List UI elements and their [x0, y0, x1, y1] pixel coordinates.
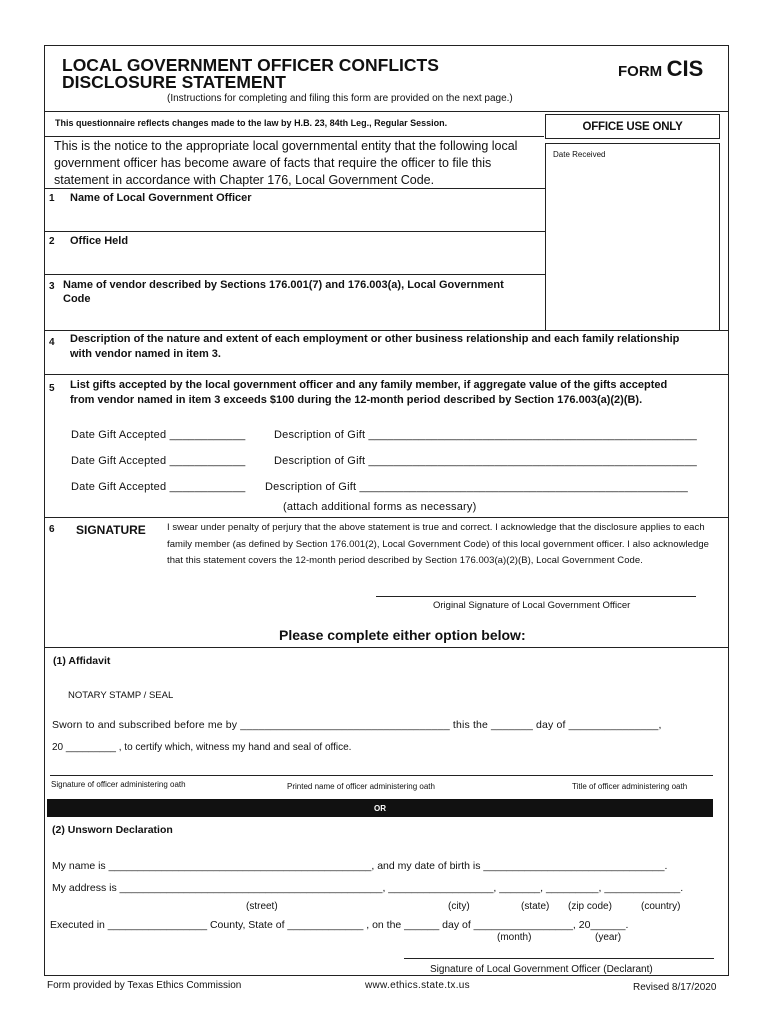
attach-note: (attach additional forms as necessary): [283, 501, 477, 513]
officer-name-field[interactable]: [60, 207, 540, 231]
office-use-box: [545, 143, 720, 331]
notary-stamp-label: NOTARY STAMP / SEAL: [68, 690, 174, 701]
form-code-value: CIS: [666, 56, 704, 81]
sworn-line[interactable]: Sworn to and subscribed before me by ___________________________________ this the _______ day of _______________,: [52, 719, 662, 731]
gift-1-description[interactable]: Description of Gift ____________________________________________________: [274, 429, 697, 441]
option-heading: Please complete either option below:: [279, 627, 526, 643]
relationship-description-field[interactable]: [60, 362, 720, 372]
original-signature-label: Original Signature of Local Government Officer: [433, 600, 631, 611]
unsworn-heading: (2) Unsworn Declaration: [52, 824, 173, 836]
name-dob-line[interactable]: My name is _____________________________________________, and my date of birth is _______________________________.: [52, 860, 668, 872]
s3-top-line: [44, 274, 545, 275]
gift-3-description[interactable]: Description of Gift ____________________________________________________: [265, 481, 688, 493]
street-label: (street): [246, 901, 278, 912]
section-4-number: 4: [49, 337, 55, 348]
executed-line[interactable]: Executed in _________________ County, State of _____________ , on the ______ day of _________________, 20______.: [50, 919, 629, 931]
section-4-label-line1: Description of the nature and extent of each employment or other business relationship and each family relationship: [70, 333, 680, 345]
gift-3-date[interactable]: Date Gift Accepted ____________: [71, 481, 246, 493]
year-label: (year): [595, 932, 622, 943]
notice-text: This is the notice to the appropriate local governmental entity that the following local government officer has become aware of facts that require the officer to file this statement in accordance with Chapter 176, Local Government Code.: [54, 139, 518, 187]
original-signature-line[interactable]: [376, 596, 696, 597]
form-code: [618, 56, 703, 82]
section-3-label-line2: Code: [63, 293, 91, 305]
footer-provided-by: Form provided by Texas Ethics Commission: [47, 980, 242, 991]
footer-revised: Revised 8/17/2020: [633, 982, 717, 993]
year-line[interactable]: 20 _________ , to certify which, witness my hand and seal of office.: [52, 742, 352, 753]
or-divider: OR: [47, 799, 713, 817]
questionnaire-divider: [44, 136, 544, 137]
section-6-label: SIGNATURE: [76, 523, 146, 537]
section-4-label-line2: with vendor named in item 3.: [70, 348, 221, 360]
state-label: (state): [521, 901, 550, 912]
printed-name-oath-label: Printed name of officer administering oath: [287, 782, 435, 791]
vendor-name-field[interactable]: [60, 307, 540, 329]
oath-text: I swear under penalty of perjury that the above statement is true and correct. I acknowledge that the disclosure applies to each family member (as defined by Section 176.001(2), Local Government Code) of this local government officer. I also acknowledge that this statement covers the 12-month period described by Section 176.003(a)(2)(B), Local Government Code.: [167, 522, 709, 566]
gift-1-date[interactable]: Date Gift Accepted ____________: [71, 429, 246, 441]
city-label: (city): [448, 901, 470, 912]
section-2-number: 2: [49, 236, 55, 247]
gift-2-date[interactable]: Date Gift Accepted ____________: [71, 455, 246, 467]
section-1-number: 1: [49, 193, 55, 204]
s2-top-line: [44, 231, 545, 232]
office-held-field[interactable]: [60, 250, 540, 274]
questionnaire-note: This questionnaire reflects changes made to the law by H.B. 23, 84th Leg., Regular Session.: [55, 118, 448, 128]
section-1-label: Name of Local Government Officer: [70, 192, 252, 204]
section-3-number: 3: [49, 281, 55, 292]
date-received-label: Date Received: [553, 150, 606, 159]
s6-top-line: [44, 517, 729, 518]
section-5-number: 5: [49, 383, 55, 394]
header-divider: [44, 111, 729, 112]
affidavit-top-line: [44, 647, 729, 648]
section-2-label: Office Held: [70, 235, 129, 247]
section-6-number: 6: [49, 524, 55, 535]
month-label: (month): [497, 932, 532, 943]
s1-top-line: [44, 188, 545, 189]
section-3-label-line1: Name of vendor described by Sections 176.001(7) and 176.003(a), Local Government: [63, 279, 504, 291]
section-5-label-line1: List gifts accepted by the local government officer and any family member, if aggregate value of the gifts accepted: [70, 379, 668, 391]
country-label: (country): [641, 901, 681, 912]
office-use-header: OFFICE USE ONLY: [545, 114, 720, 139]
section-5-label-line2: from vendor named in item 3 exceeds $100 during the 12-month period described by Section 176.003(a)(2)(B).: [70, 394, 643, 406]
form-title-line1: LOCAL GOVERNMENT OFFICER CONFLICTS: [62, 55, 439, 75]
declarant-signature-line[interactable]: [404, 958, 714, 959]
form-title-line2: DISCLOSURE STATEMENT: [62, 72, 286, 92]
s5-top-line: [44, 374, 729, 375]
instructions-note: (Instructions for completing and filing this form are provided on the next page.): [167, 93, 513, 104]
oath-signature-line[interactable]: [50, 775, 713, 776]
declarant-signature-label: Signature of Local Government Officer (Declarant): [430, 964, 653, 975]
gift-2-description[interactable]: Description of Gift ____________________________________________________: [274, 455, 697, 467]
address-line[interactable]: My address is _____________________________________________, __________________, _______, _________, _____________.: [52, 882, 684, 894]
s4-top-line: [44, 330, 729, 331]
footer-website[interactable]: www.ethics.state.tx.us: [365, 980, 470, 991]
officer-oath-signature-label: Signature of officer administering oath: [51, 780, 186, 789]
zip-label: (zip code): [568, 901, 612, 912]
affidavit-heading: (1) Affidavit: [53, 655, 111, 667]
form-label: FORM: [618, 63, 663, 80]
title-oath-label: Title of officer administering oath: [572, 782, 688, 791]
